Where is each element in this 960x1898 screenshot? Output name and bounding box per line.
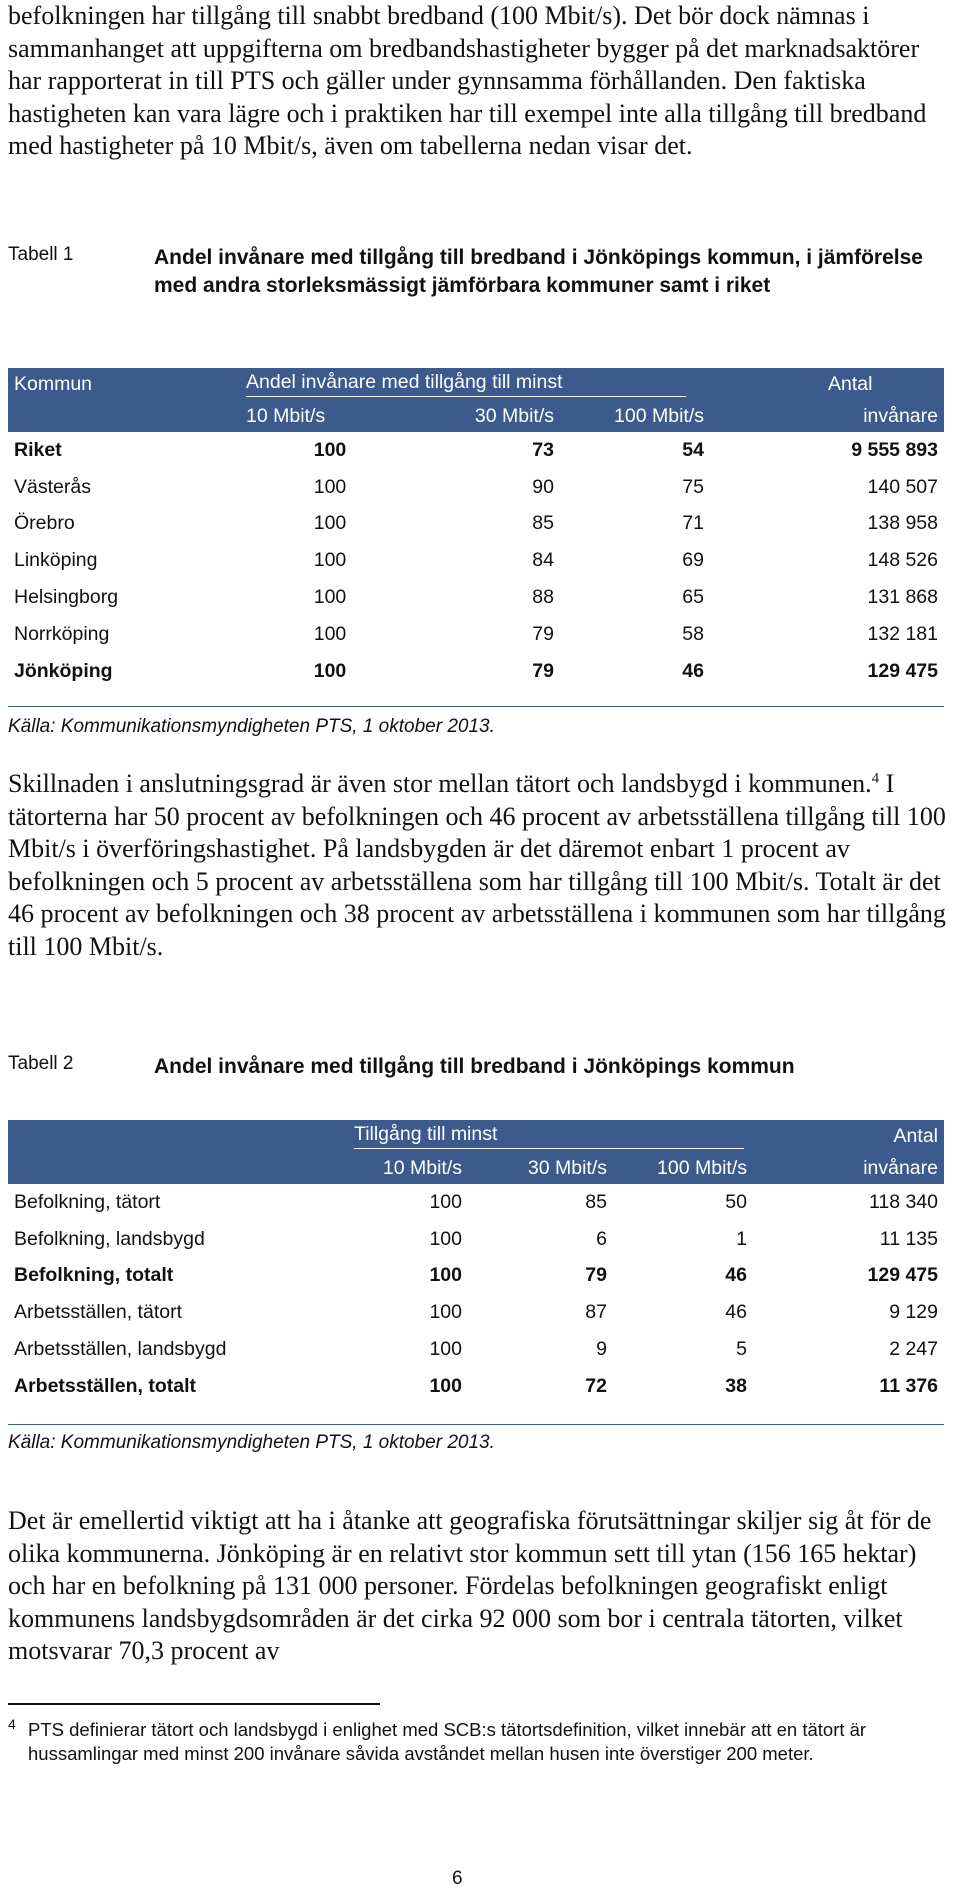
table1-cell-name: Riket — [14, 438, 62, 461]
footnote-reference[interactable]: 4 — [871, 770, 880, 787]
footnote-text: PTS definierar tätort och landsbygd i enlighet med SCB:s tätortsdefinition, vilket innebär att en tätort är hussamlingar med minst 200 invånare såvida avståndet mellan husen inte överstiger 200 meter. — [28, 1719, 867, 1764]
table1-head-invanare: invånare — [863, 404, 938, 427]
table2-cell-name: Befolkning, landsbygd — [14, 1227, 205, 1250]
table2-row — [8, 1331, 944, 1368]
table2-cell-antal: 2 247 — [889, 1338, 938, 1361]
table1-cell-30mbit: 79 — [532, 622, 554, 645]
table1-head-col2: 30 Mbit/s — [474, 404, 554, 427]
table1-cell-10mbit: 100 — [313, 586, 347, 609]
table2-head-antal: Antal — [893, 1124, 938, 1147]
table2-cell-100mbit: 38 — [725, 1374, 747, 1397]
table1-head-antal: Antal — [828, 372, 873, 395]
table2-cell-30mbit: 9 — [596, 1338, 607, 1361]
final-paragraph: Det är emellertid viktigt att ha i åtanke att geografiska förutsättningar skiljer sig åt för de olika kommunerna. Jönköping är en relativt stor kommun sett till ytan (156 165 hektar) och har en befolkning på 131 000 personer. Fördelas befolkningen geografiskt enligt kommunens landsbygdsområden är det cirka 92 000 som bor i centrala tätorten, vilket motsvarar 70,3 procent av — [8, 1506, 932, 1665]
table1-head-empty — [8, 400, 240, 432]
table1-cell-name: Norrköping — [14, 622, 110, 645]
table2-cell-antal: 11 376 — [879, 1374, 938, 1397]
table1-row — [8, 542, 944, 579]
table2-head-col3: 100 Mbit/s — [657, 1156, 747, 1179]
table2-cell-100mbit: 5 — [736, 1338, 747, 1361]
table1-cell-30mbit: 73 — [532, 438, 554, 461]
table2-source-divider — [8, 1424, 944, 1425]
table2-cell-antal: 11 135 — [879, 1227, 938, 1250]
table1-cell-name: Helsingborg — [14, 586, 119, 609]
table1-cell-10mbit: 100 — [313, 512, 347, 535]
table1-cell-100mbit: 58 — [682, 622, 704, 645]
table2-cell-antal: 9 129 — [889, 1301, 938, 1324]
table1-row — [8, 579, 944, 616]
table1-body — [8, 432, 944, 690]
table1-cell-10mbit: 100 — [313, 549, 347, 572]
table2-cell-100mbit: 1 — [736, 1227, 747, 1250]
table2-row — [8, 1221, 944, 1258]
table1-cell-name: Linköping — [14, 549, 98, 572]
table2-row — [8, 1368, 944, 1405]
table1-source: Källa: Kommunikationsmyndigheten PTS, 1 oktober 2013. — [8, 716, 495, 737]
table2-header-row-2 — [8, 1152, 944, 1184]
table1-cell-antal: 148 526 — [867, 549, 938, 572]
table1-row — [8, 469, 944, 506]
table1-cell-antal: 138 958 — [867, 512, 938, 535]
table2 — [8, 1120, 944, 1405]
table1-cell-100mbit: 75 — [682, 475, 704, 498]
table2-cell-name: Befolkning, tätort — [14, 1190, 161, 1213]
table2-header-row-1 — [8, 1120, 944, 1152]
table1-cell-10mbit: 100 — [313, 438, 347, 461]
table2-cell-10mbit: 100 — [429, 1190, 462, 1213]
table2-cell-name: Arbetsställen, tätort — [14, 1301, 182, 1324]
table2-head-group-text: Tillgång till minst — [354, 1123, 744, 1149]
table1-head-col3: 100 Mbit/s — [614, 404, 704, 427]
table1-row — [8, 432, 944, 469]
table1-cell-antal: 132 181 — [867, 622, 938, 645]
table2-title: Andel invånare med tillgång till bredband i Jönköpings kommun — [154, 1055, 795, 1078]
table2-head-col1: 10 Mbit/s — [382, 1156, 462, 1179]
table2-head-empty-1 — [8, 1120, 348, 1152]
table2-row — [8, 1184, 944, 1221]
table2-cell-10mbit: 100 — [429, 1374, 462, 1397]
middle-paragraph-part1: Skillnaden i anslutningsgrad är även stor mellan tätort och landsbygd i kommunen. — [8, 769, 872, 798]
table2-cell-30mbit: 6 — [596, 1227, 607, 1250]
middle-paragraph-part2: I tätorterna har 50 procent av befolkningen och 46 procent av arbetsställena tillgång till 100 Mbit/s i överföringshastighet. På landsbygden är det däremot enbart 1 procent av befolkningen och 5 procent av arbetsställena som har tillgång till 100 Mbit/s. Totalt är det 46 procent av befolkningen och 38 procent av arbetsställena i kommunen som har tillgång till 100 Mbit/s. — [8, 769, 946, 961]
table2-cell-name: Befolkning, totalt — [14, 1264, 174, 1287]
table1-caption — [8, 244, 952, 334]
table2-row — [8, 1294, 944, 1331]
table1-cell-10mbit: 100 — [313, 622, 347, 645]
table1-row — [8, 616, 944, 653]
table1-head-col1: 10 Mbit/s — [246, 404, 326, 427]
table1-header-row-1 — [8, 368, 944, 400]
table2-row — [8, 1258, 944, 1295]
table2-cell-30mbit: 72 — [585, 1374, 607, 1397]
table1-label: Tabell 1 — [8, 244, 74, 265]
table2-cell-30mbit: 85 — [585, 1190, 607, 1213]
table1-head-group — [240, 368, 710, 400]
intro-paragraph: befolkningen har tillgång till snabbt bredband (100 Mbit/s). Det bör dock nämnas i sammanhanget att uppgifterna om bredbandshastigheter bygger på det marknadsaktörer har rapporterat in till PTS och gäller under gynnsamma förhållanden. Den faktiska hastigheten kan vara lägre och i praktiken har till exempel inte alla tillgång till bredband med hastigheter på 10 Mbit/s, även om tabellerna nedan visar det. — [8, 1, 927, 160]
table1-cell-antal: 131 868 — [867, 586, 938, 609]
table2-head-invanare: invånare — [863, 1156, 938, 1179]
table2-label: Tabell 2 — [8, 1053, 74, 1074]
table2-body — [8, 1184, 944, 1405]
table2-cell-100mbit: 50 — [725, 1190, 747, 1213]
page-number: 6 — [452, 1868, 463, 1889]
table1 — [8, 368, 944, 690]
middle-paragraph — [8, 768, 952, 963]
table1-header-row-2 — [8, 400, 944, 432]
table1-cell-100mbit: 69 — [682, 549, 704, 572]
table1-cell-30mbit: 79 — [532, 659, 554, 682]
table2-cell-antal: 118 340 — [868, 1190, 938, 1213]
table1-cell-100mbit: 71 — [682, 512, 704, 535]
table2-source: Källa: Kommunikationsmyndigheten PTS, 1 oktober 2013. — [8, 1432, 495, 1453]
table2-cell-100mbit: 46 — [725, 1264, 747, 1287]
table2-cell-10mbit: 100 — [429, 1264, 462, 1287]
table1-cell-30mbit: 90 — [532, 475, 554, 498]
table1-cell-100mbit: 65 — [682, 586, 704, 609]
table2-head-empty-2 — [8, 1152, 348, 1184]
table2-cell-name: Arbetsställen, totalt — [14, 1374, 197, 1397]
table2-cell-name: Arbetsställen, landsbygd — [14, 1338, 227, 1361]
table1-cell-antal: 140 507 — [867, 475, 938, 498]
table1-head-group-text: Andel invånare med tillgång till minst — [246, 371, 686, 397]
table1-cell-10mbit: 100 — [313, 475, 347, 498]
table1-head-kommun: Kommun — [14, 372, 93, 395]
table1-cell-antal: 9 555 893 — [851, 438, 938, 461]
table1-cell-name: Västerås — [14, 475, 91, 498]
table1-cell-100mbit: 46 — [682, 659, 704, 682]
table1-row — [8, 653, 944, 690]
table2-head-group — [348, 1120, 753, 1152]
table1-title: Andel invånare med tillgång till bredband i Jönköpings kommun, i jämförelse med andra storleksmässigt jämförbara kommuner samt i riket — [154, 246, 923, 297]
table2-cell-antal: 129 475 — [867, 1264, 938, 1287]
table1-cell-100mbit: 54 — [682, 438, 704, 461]
table1-cell-10mbit: 100 — [313, 659, 347, 682]
footnote-number: 4 — [8, 1716, 16, 1732]
table1-cell-30mbit: 88 — [532, 586, 554, 609]
table2-cell-10mbit: 100 — [429, 1227, 462, 1250]
table2-head-col2: 30 Mbit/s — [527, 1156, 607, 1179]
table1-cell-name: Örebro — [14, 512, 75, 535]
table2-cell-100mbit: 46 — [725, 1301, 747, 1324]
table1-row — [8, 506, 944, 543]
footnote-divider — [8, 1703, 380, 1705]
table2-caption — [8, 1053, 952, 1087]
table1-cell-30mbit: 84 — [532, 549, 554, 572]
table1-cell-name: Jönköping — [14, 659, 113, 682]
table1-cell-30mbit: 85 — [532, 512, 554, 535]
table1-cell-antal: 129 475 — [867, 659, 938, 682]
table2-cell-30mbit: 79 — [585, 1264, 607, 1287]
table1-source-divider — [8, 706, 944, 707]
table2-cell-10mbit: 100 — [429, 1338, 462, 1361]
table2-cell-10mbit: 100 — [429, 1301, 462, 1324]
table2-cell-30mbit: 87 — [585, 1301, 607, 1324]
